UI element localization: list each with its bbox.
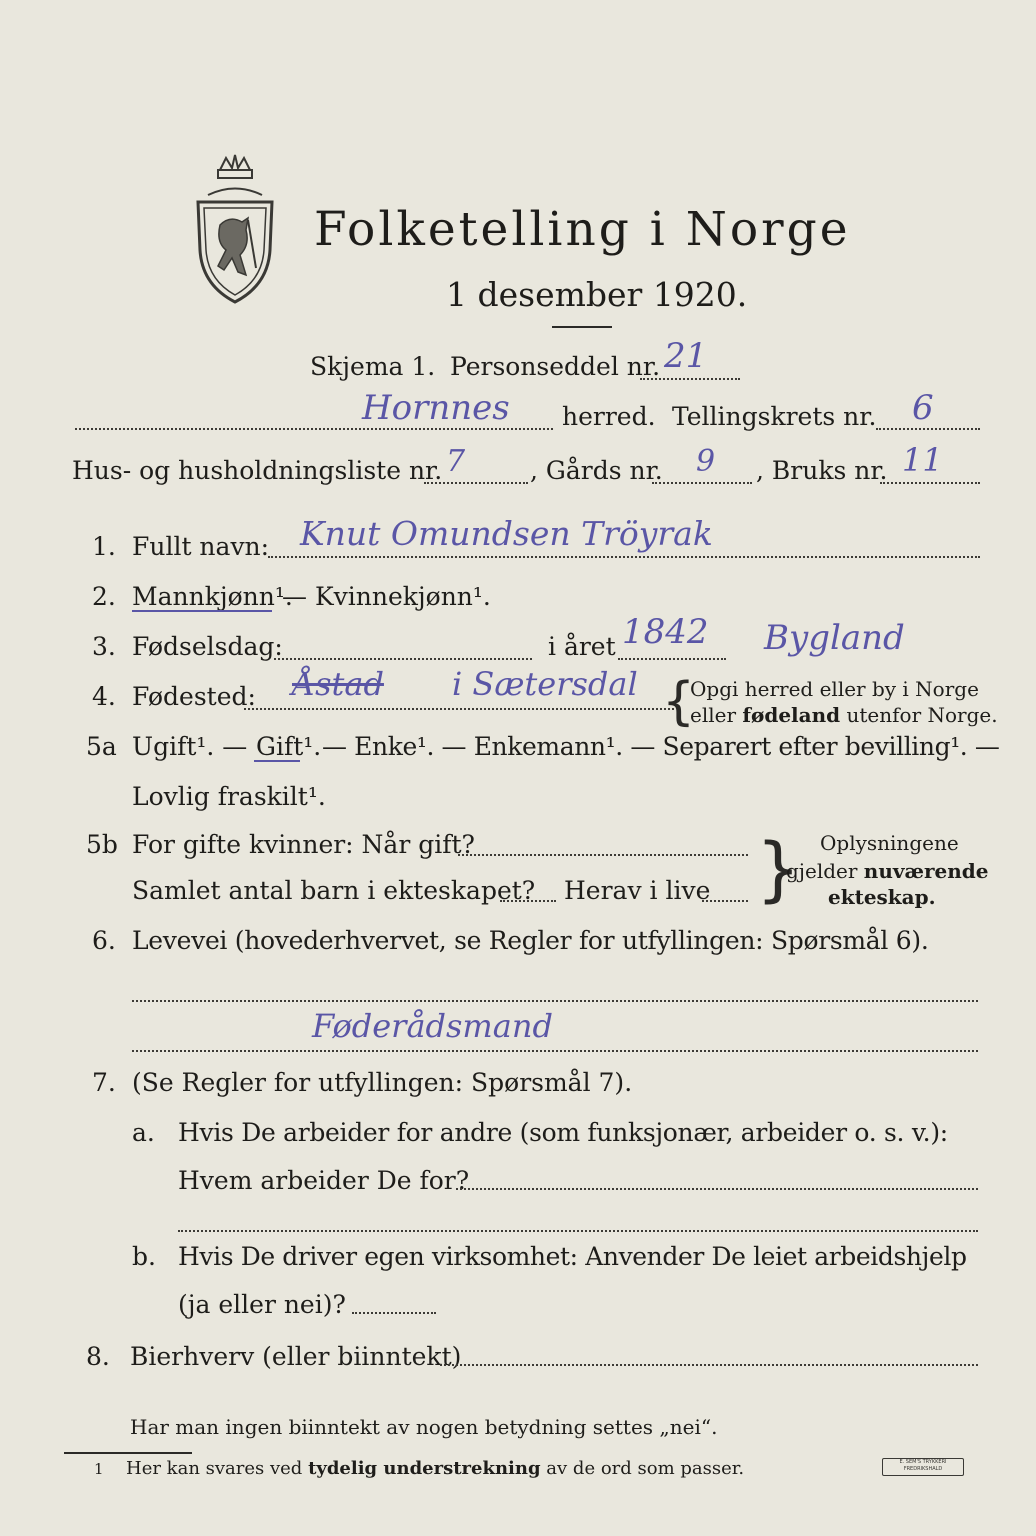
q1-label: Fullt navn: bbox=[132, 532, 270, 561]
footnote-rule bbox=[64, 1452, 192, 1454]
q5b-barn-label: Samlet antal barn i ekteskapet? bbox=[132, 876, 536, 905]
q4-number: 4. bbox=[92, 682, 116, 711]
q7b-letter: b. bbox=[132, 1242, 156, 1271]
q5b-barn-field[interactable] bbox=[500, 900, 556, 902]
q4-note-utenfor: utenfor Norge. bbox=[846, 703, 998, 727]
q3-label: Fødselsdag: bbox=[132, 632, 283, 661]
q7b-text: Hvis De driver egen virksomhet: Anvender De leiet arbeidshjelp bbox=[178, 1242, 967, 1271]
herred-value: Hornnes bbox=[362, 388, 510, 428]
personseddel-field[interactable] bbox=[640, 378, 740, 380]
q6-number: 6. bbox=[92, 926, 116, 955]
q5b-label: For gifte kvinner: Når gift? bbox=[132, 830, 475, 859]
q3-day-field[interactable] bbox=[274, 658, 532, 660]
q1-field[interactable] bbox=[268, 556, 980, 558]
footnote-text bbox=[126, 1456, 744, 1482]
q6-field-1[interactable] bbox=[132, 1000, 978, 1002]
q2-number: 2. bbox=[92, 582, 116, 611]
footnote-text-c: av de ord som passer. bbox=[546, 1458, 745, 1479]
note-nei: Har man ingen biinntekt av nogen betydning settes „nei“. bbox=[130, 1415, 718, 1439]
q5a-gift: Gift¹. bbox=[256, 732, 322, 761]
q8-label: Bierhverv (eller biinntekt) bbox=[130, 1342, 462, 1371]
q5b-number: 5b bbox=[86, 830, 118, 859]
q1-number: 1. bbox=[92, 532, 116, 561]
personseddel-label: Personseddel nr. bbox=[450, 352, 661, 381]
q7b-line2: (ja eller nei)? bbox=[178, 1290, 346, 1319]
q4-note-eller: eller bbox=[690, 703, 737, 727]
q5a-ugift: Ugift¹. — bbox=[132, 732, 248, 761]
q3-year-value: 1842 bbox=[622, 612, 709, 652]
q5b-note-line3: ekteskap. bbox=[828, 885, 936, 909]
q8-field[interactable] bbox=[440, 1364, 978, 1366]
q4-note-line1: Opgi herred eller by i Norge bbox=[690, 677, 979, 701]
bruks-label: , Bruks nr. bbox=[756, 456, 888, 485]
printer-stamp-text: E. SEM'S TRYKKERI FREDRIKSHALD bbox=[899, 1459, 947, 1472]
q2-mann-underline bbox=[132, 610, 272, 612]
q5a-rest: — Enke¹. — Enkemann¹. — Separert efter bevilling¹. — bbox=[322, 732, 1000, 761]
q5a-gift-underline bbox=[254, 760, 300, 762]
bruks-field[interactable] bbox=[880, 482, 980, 484]
q5a-line2: Lovlig fraskilt¹. bbox=[132, 782, 326, 811]
gards-value: 9 bbox=[696, 444, 716, 479]
q5b-note-brace: } bbox=[756, 828, 801, 910]
herred-label: herred. bbox=[562, 402, 656, 431]
q5b-note-line2 bbox=[786, 858, 989, 884]
tellingskrets-field[interactable] bbox=[876, 428, 980, 430]
bruks-value: 11 bbox=[902, 441, 943, 479]
q3-extra-value: Bygland bbox=[764, 618, 905, 658]
footnote-text-b: tydelig understrekning bbox=[308, 1458, 541, 1479]
q7a-text: Hvis De arbeider for andre (som funksjonær, arbeider o. s. v.): bbox=[178, 1118, 948, 1147]
hus-label: Hus- og husholdningsliste nr. bbox=[72, 456, 443, 485]
q7-number: 7. bbox=[92, 1068, 116, 1097]
q5b-note-gjelder: gjelder bbox=[786, 859, 858, 883]
q3-number: 3. bbox=[92, 632, 116, 661]
q4-label: Fødested: bbox=[132, 682, 256, 711]
footnote-text-a: Her kan svares ved bbox=[126, 1458, 303, 1479]
q8-number: 8. bbox=[86, 1342, 110, 1371]
herred-field[interactable] bbox=[75, 428, 553, 430]
hus-field[interactable] bbox=[424, 482, 528, 484]
q5b-note-nuvaerende: nuværende bbox=[863, 859, 989, 883]
q7a-field-2[interactable] bbox=[178, 1230, 978, 1232]
q6-field-2[interactable] bbox=[132, 1050, 978, 1052]
tellingskrets-value: 6 bbox=[912, 388, 934, 428]
q4-field[interactable] bbox=[244, 708, 674, 710]
gards-label: , Gårds nr. bbox=[530, 456, 663, 485]
personseddel-value: 21 bbox=[664, 336, 708, 376]
q5b-note-line1: Oplysningene bbox=[820, 831, 959, 855]
footnote-mark: 1 bbox=[94, 1460, 104, 1478]
q3-aret-label: i året bbox=[548, 632, 616, 661]
q4-struck-value: Åstad bbox=[292, 665, 384, 703]
q5b-nar-gift-field[interactable] bbox=[458, 854, 748, 856]
q6-value: Føderådsmand bbox=[312, 1007, 553, 1045]
q2-kvinne: — Kvinnekjønn¹. bbox=[282, 582, 491, 611]
q7a-line2: Hvem arbeider De for? bbox=[178, 1166, 470, 1195]
gards-field[interactable] bbox=[652, 482, 752, 484]
hus-value: 7 bbox=[446, 444, 466, 479]
q4-value: i Sætersdal bbox=[452, 665, 638, 703]
q6-label: Levevei (hovederhvervet, se Regler for utfyllingen: Spørsmål 6). bbox=[132, 926, 929, 955]
title-rule bbox=[552, 326, 612, 328]
skjema-label: Skjema 1. bbox=[310, 352, 436, 381]
q5b-live-label: Herav i live bbox=[564, 876, 711, 905]
q7-label: (Se Regler for utfyllingen: Spørsmål 7). bbox=[132, 1068, 633, 1097]
form-date: 1 desember 1920. bbox=[446, 275, 748, 314]
printer-stamp bbox=[882, 1458, 964, 1476]
q5b-live-field[interactable] bbox=[702, 900, 748, 902]
q7b-field[interactable] bbox=[352, 1312, 436, 1314]
q2-mann: Mannkjønn¹. bbox=[132, 582, 293, 611]
q4-note-fodeland: fødeland bbox=[742, 703, 841, 727]
form-title: Folketelling i Norge bbox=[314, 202, 851, 257]
coat-of-arms-icon bbox=[190, 150, 280, 310]
q7a-letter: a. bbox=[132, 1118, 155, 1147]
q3-year-field[interactable] bbox=[618, 658, 726, 660]
q7a-field-1[interactable] bbox=[456, 1188, 978, 1190]
tellingskrets-label: Tellingskrets nr. bbox=[672, 402, 877, 431]
q4-note-line2 bbox=[690, 702, 998, 728]
q4-note-brace: { bbox=[662, 672, 696, 732]
q5a-number: 5a bbox=[86, 732, 117, 761]
q1-value: Knut Omundsen Tröyrak bbox=[300, 514, 713, 553]
